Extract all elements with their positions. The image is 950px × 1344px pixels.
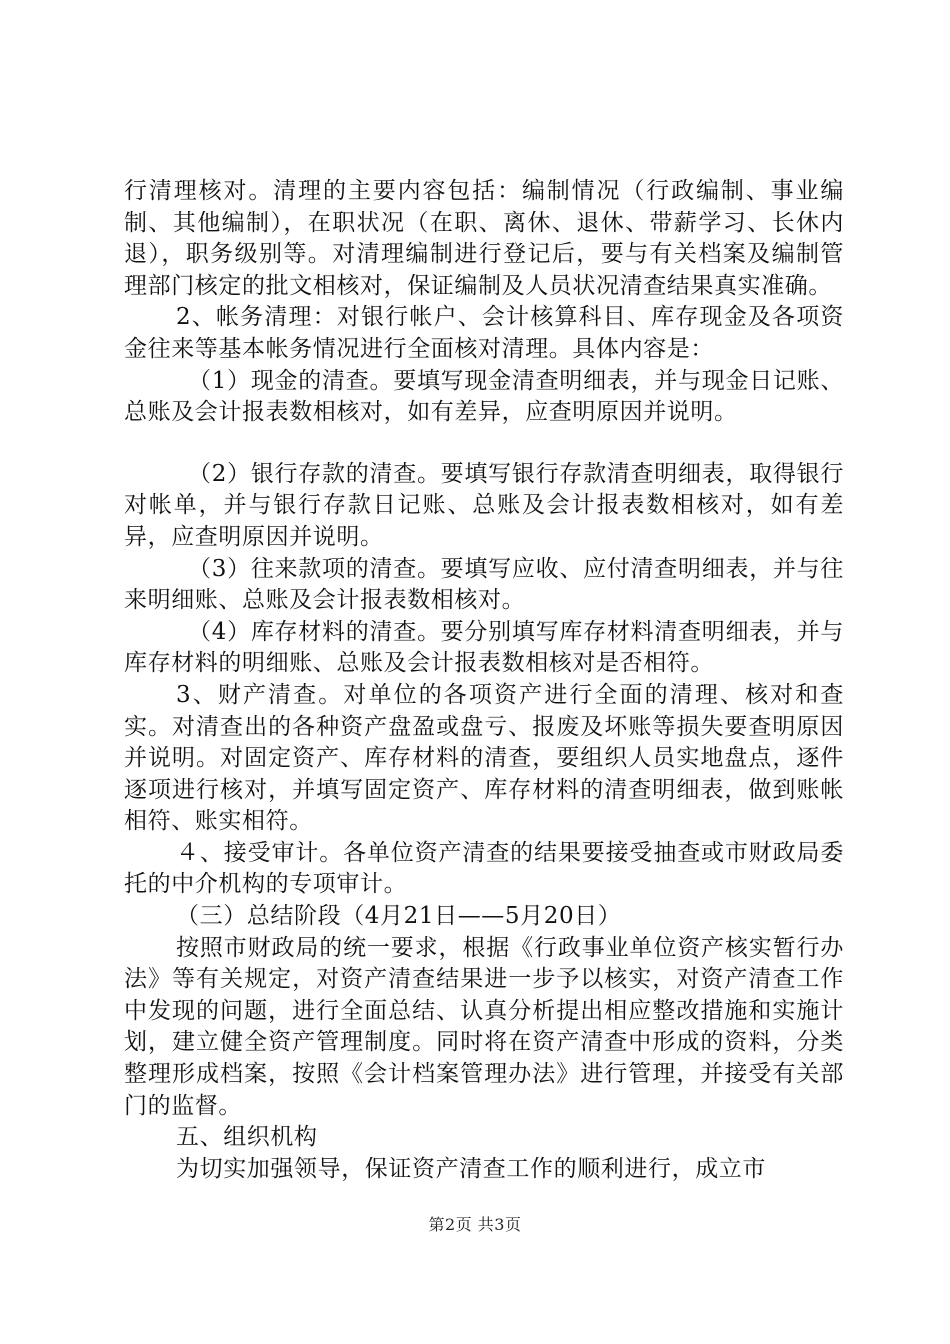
paragraph-audit: ４、接受审计。各单位资产清查的结果要接受抽查或市财政局委托的中介机构的专项审计。 [124,839,844,898]
page-footer: 第2页 共3页 [428,1215,522,1234]
paragraph-cash-check: （1）现金的清查。要填写现金清查明细表，并与现金日记账、总账及会计报表数相核对，如有差异，应查明原因并说明。 [124,367,844,426]
section-heading-summary-stage: （三）总结阶段（4月21日——5月20日） [176,903,622,930]
paragraph-inventory-check: （4）库存材料的清查。要分别填写库存材料清查明细表，并与库存材料的明细账、总账及会计报表数相核对是否相符。 [124,618,844,677]
paragraph-account-cleanup: 2、帐务清理：对银行帐户、会计核算科目、库存现金及各项资金往来等基本帐务情况进行全面核对清理。具体内容是： [124,304,844,362]
paragraph-property-check: 3、财产清查。对单位的各项资产进行全面的清理、核对和查实。对清查出的各种资产盘盈或盘亏、报废及坏账等损失要查明原因并说明。对固定资产、库存材料的清查，要组织人员实地盘点，逐件逐项进行核对，并填写固定资产、库存材料的清查明细表，做到账帐相符、账实相符。 [124,681,844,835]
paragraph-receivables-check: （3）往来款项的清查。要填写应收、应付清查明细表，并与往来明细账、总账及会计报表数相核对。 [124,555,844,614]
paragraph-organization: 为切实加强领导，保证资产清查工作的顺利进行，成立市 [176,1155,766,1182]
section-heading-organization: 五、组织机构 [176,1124,318,1151]
paragraph-bank-deposit-check: （2）银行存款的清查。要填写银行存款清查明细表，取得银行对帐单，并与银行存款日记账、总账及会计报表数相核对，如有差异，应查明原因并说明。 [124,460,844,550]
paragraph-summary-stage: 按照市财政局的统一要求，根据《行政事业单位资产核实暂行办法》等有关规定，对资产清查结果进一步予以核实，对资产清查工作中发现的问题，进行全面总结、认真分析提出相应整改措施和实施计划，建立健全资产管理制度。同时将在资产清查中形成的资料，分类整理形成档案，按照《会计档案管理办法》进行管理，并接受有关部门的监督。 [124,934,844,1119]
document-body [124,176,844,1185]
paragraph-staff-cleanup-continued: 行清理核对。清理的主要内容包括：编制情况（行政编制、事业编制、其他编制），在职状况（在职、离休、退休、带薪学习、长休内退），职务级别等。对清理编制进行登记后，要与有关档案及编制管理部门核定的批文相核对，保证编制及人员状况清查结果真实准确。 [124,178,844,299]
